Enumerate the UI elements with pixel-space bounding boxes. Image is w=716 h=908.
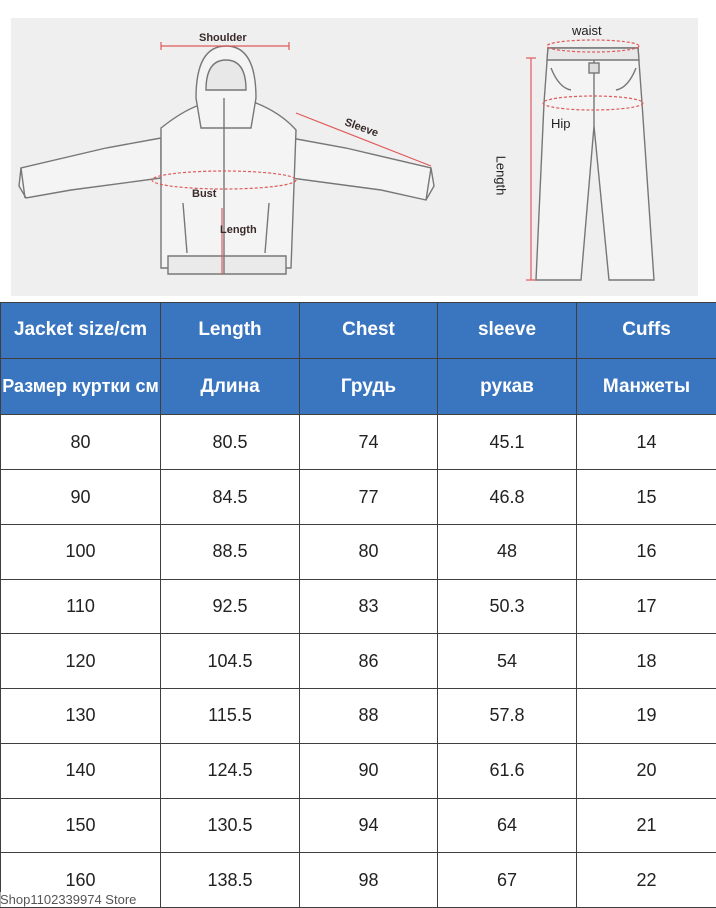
table-cell: 92.5 — [161, 579, 300, 634]
header-cell: Длина — [161, 358, 300, 415]
table-cell: 90 — [300, 743, 438, 798]
table-cell: 160 — [1, 853, 161, 908]
table-cell: 45.1 — [438, 415, 577, 470]
table-cell: 54 — [438, 634, 577, 689]
table-cell: 21 — [577, 798, 716, 853]
table-cell: 17 — [577, 579, 716, 634]
table-row — [1, 470, 716, 525]
table-cell: 86 — [300, 634, 438, 689]
table-cell: 130.5 — [161, 798, 300, 853]
header-row-en — [1, 303, 716, 359]
table-row — [1, 689, 716, 744]
table-cell: 80.5 — [161, 415, 300, 470]
table-cell: 104.5 — [161, 634, 300, 689]
header-cell: Размер куртки см — [1, 358, 161, 415]
table-cell: 16 — [577, 524, 716, 579]
table-cell: 120 — [1, 634, 161, 689]
header-cell: Length — [161, 303, 300, 359]
table-cell: 80 — [1, 415, 161, 470]
table-row — [1, 524, 716, 579]
table-row — [1, 634, 716, 689]
table-cell: 15 — [577, 470, 716, 525]
table-cell: 61.6 — [438, 743, 577, 798]
table-cell: 84.5 — [161, 470, 300, 525]
garment-sketch — [11, 18, 698, 296]
header-cell: Манжеты — [577, 358, 716, 415]
header-cell: Jacket size/cm — [1, 303, 161, 359]
hip-label: Hip — [551, 116, 571, 131]
table-cell: 90 — [1, 470, 161, 525]
store-watermark: Shop1102339974 Store — [0, 892, 137, 907]
table-cell: 88 — [300, 689, 438, 744]
table-cell: 94 — [300, 798, 438, 853]
table-row — [1, 798, 716, 853]
table-cell: 57.8 — [438, 689, 577, 744]
header-row-ru — [1, 358, 716, 415]
header-cell: Cuffs — [577, 303, 716, 359]
header-cell: Грудь — [300, 358, 438, 415]
table-cell: 48 — [438, 524, 577, 579]
shoulder-label: Shoulder — [199, 32, 247, 44]
table-cell: 64 — [438, 798, 577, 853]
sleeve-label: Sleeve — [342, 116, 380, 140]
table-cell: 150 — [1, 798, 161, 853]
table-cell: 14 — [577, 415, 716, 470]
pants-sketch — [536, 48, 654, 280]
table-cell: 80 — [300, 524, 438, 579]
table-cell: 98 — [300, 853, 438, 908]
table-row — [1, 415, 716, 470]
table-cell: 46.8 — [438, 470, 577, 525]
waist-label: waist — [572, 23, 602, 38]
header-cell: sleeve — [438, 303, 577, 359]
table-cell: 124.5 — [161, 743, 300, 798]
table-cell: 74 — [300, 415, 438, 470]
table-cell: 19 — [577, 689, 716, 744]
jacket-length-label: Length — [220, 224, 257, 236]
table-row — [1, 579, 716, 634]
table-row — [1, 743, 716, 798]
pants-length-label: Length — [493, 155, 509, 196]
table-cell: 140 — [1, 743, 161, 798]
table-cell: 138.5 — [161, 853, 300, 908]
table-cell: 22 — [577, 853, 716, 908]
table-cell: 100 — [1, 524, 161, 579]
table-cell: 115.5 — [161, 689, 300, 744]
table-cell: 20 — [577, 743, 716, 798]
table-cell: 67 — [438, 853, 577, 908]
jacket-sketch — [19, 46, 434, 274]
table-cell: 83 — [300, 579, 438, 634]
table-cell: 110 — [1, 579, 161, 634]
size-table — [0, 302, 716, 908]
table-cell: 50.3 — [438, 579, 577, 634]
bust-label: Bust — [192, 188, 217, 200]
table-cell: 77 — [300, 470, 438, 525]
size-diagram — [11, 18, 698, 296]
header-cell: рукав — [438, 358, 577, 415]
header-cell: Chest — [300, 303, 438, 359]
table-cell: 88.5 — [161, 524, 300, 579]
table-cell: 130 — [1, 689, 161, 744]
table-cell: 18 — [577, 634, 716, 689]
